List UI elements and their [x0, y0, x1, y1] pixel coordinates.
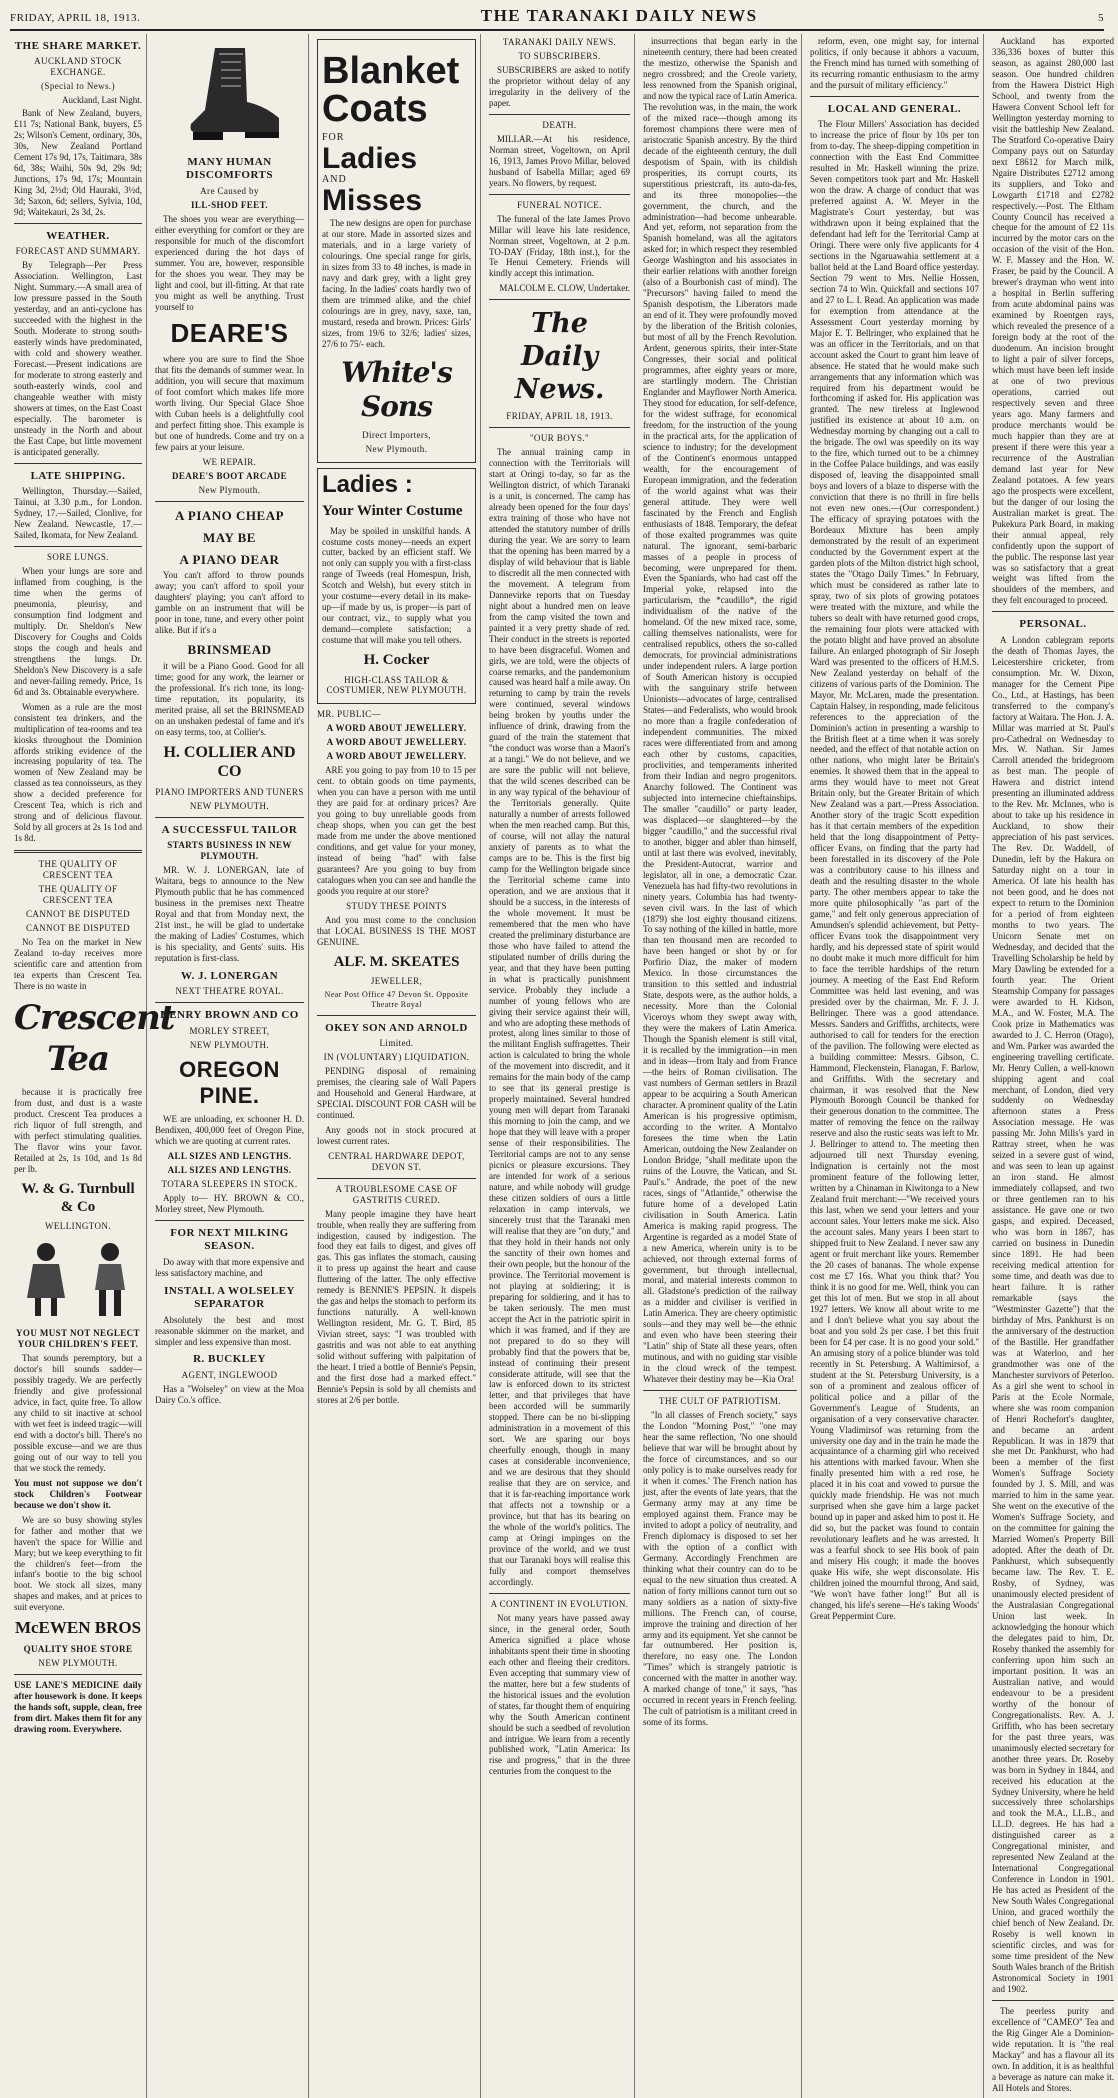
- column-2: [151, 34, 309, 2098]
- stock-exchange-subheading: AUCKLAND STOCK EXCHANGE.: [34, 56, 122, 78]
- deares-name: DEARE'S: [170, 318, 289, 349]
- column-5: [639, 34, 802, 2098]
- buckley-note: Has a "Wolseley" on view at the Moa Dairy Co.'s office.: [155, 1383, 304, 1405]
- lonergan-name: W. J. LONERGAN: [180, 969, 279, 982]
- oregon-pine-heading: OREGON PINE.: [179, 1056, 280, 1109]
- gastritis-text: Many people imagine they have heart trouble, when really they are suffering from indigestion, caused by indigestion. The food they eat fails to digest, and gives off gas. This gas inflates the stomach, causing it to press up against the heart and cause fluttering of the latter. The only effective remedy is BENNIE'S PEPSIN. It dispels the gas and helps the stomach to perform its functions naturally. A well-known Wellington resident, Mr. G. T. Bird, 85 Vivian street, says: "I was troubled with gastritis and was not able to eat anything solid without suffering with palpitation of the heart. I tried a bottle of Bennie's Pepsin, and the first dose had a marked effect." Bennie's Pepsin is sold by all chemists and stores at 2/6 per bottle.: [317, 1208, 476, 1406]
- local-general-text: The Flour Millers' Association has decided to increase the price of flour by 10s per ton from to-day. The sheep-dipping competition in connection with the East End Committee resulted in Mr. Haskell winning the prize. Seven competitors took part and Mr. Haskell won the draw. A charge of conduct that was preferred against A. W. Meyer in the Magistrate's Court yesterday, but was withdrawn upon it being explained that the defendant had left for the Territorial Camp at Oringi. There were only five applicants for 4 sections in the Ngaruawahia settlement at a ballot held at the Land Board office yesterday. Section 79 went to Mrs. Nellie Hossen, section 74 to Win. Quickfall and sections 107 and 27 to L. I. Read. An application was made for exemption from attendance at the Assessment Court yesterday morning by Major E. T. Bellringer, who explained that he was an officer in the Territorials, and on that account asked the Court to grant him leave of absence. He stated that he would make such arrangements that any information which was required from his department would be forthcoming if asked for. His application was granted. The new tireless at Inglewood justified its existence at about 10 a.m. on Wednesday morning by changing out a call to the brigade. The owl was speedily on its way to the fire, which turned out to be a chimney in the Coffee Palace buildings, and was easily disposed of, leaving the disappointed small boys and lovers of a blaze to disperse with the conviction that there is no thrill in fire bells not even new ones.—(Our correspondent.) The efficacy of spraying potatoes with the Bordeaux Mixture has been amply demonstrated by the result of an experiment conducted by the Government expert at the garden plots of the Milton district high school, states the "Otago Daily Times." In February, which must be considered as rather late to spray, two of six plots of growing potatoes were treated with the mixture, and while the tubers so dealt with have returned good crops, the remaining four plots were attacked with the potato blight and have proved an absolute failure. An enlarged photograph of Sir Joseph Ward was presented to the officers of H.M.S. New Zealand yesterday on behalf of the citizens of various parts of the Dominion. The Mayor, Mr. McLaren, made the presentation. Captain Halsey, in responding, made felicitous references to the appreciation of the Dominion's action in presenting a warship to the British fleet at a time when it was sorely needed, and the effect of that notable action on other nations, who might later be Britain's enemies. It showed them that in the appeal to arms they would have to meet not Great Britain only, but the Greater Britain of which New Zealand was a part.—Press Association. Another story of the tragic Scott expedition has it that certain members of the expedition held that the long disappointment of Petty-officer Evans, on finding that the party had been forestalled in its discovery of the Pole was a contributory cause to his illness and death and the resulting disaster to the whole party. The other members appear to take the more quite philosophically "as part of the game," and felt only generous appreciation of Amundsen's splendid achievement, but Petty-officer Evans took the disappointment very hardly, and his depressed state of spirit would no doubt make it much more difficult for him to face the terrible hardships of the return journey. A meeting of the East End Reform Committee was held last evening, and was presided over by the chairman, Mr. F. J. J. Bellringer. There was a good attendance. Messrs. Sanders and Griffiths, architects, were authorised to call for tenders for the erection of the pavilion. The following were elected as a building committee: Messrs. Gibson, C. Hammond, Fleckenstein, Flanagan, F. Barlow, and Griffiths. With the secretary and chairman, it was resolved that the New Plymouth Borough Council be thanked for their generous donation to the committee. The matter of removing the fence on the railway reserve and also the rustic seats was left to Mr. J. Bellringer to attend to. The meeting then adjourned till next Thursday evening. Indignation is certainly not the most prominent feature of the following letter, written by a Chinaman in Kiwitonga to a New Zealand fruit merchant:—"We received yours this last, when we send your letters and your account sales. Your letters make me sick. Also the account sales. Many years I been start to shipped fruit to New Zealand. I never saw any agent or fruit merchant like yours. Remember the 20 cases of bananas. The whole expense cost me £7 16s. What you think that? You think it is no good for me. Well, think you can get this lot of men. But we stop in all about 1927 letters. We know all about write to me and I don't believe what you say about the boat and you sold 2s per case. I bet this fruit been for £4 per case. It is no good your sold." An amusing story of a police blunder was told recently in St. Petersburg. A Waltimirsof, a student at the St. Petersburg University, is a son of a prominent and zealous officer of political police and a pillar of the Government's League of Students, an organisation of a very conservative character. Young Vladimirsof was returning from the university one day and in the train he made the acquaintance of a charming girl who received his attentions with marked favour. When she finally presented him with a red rose, he placed it in his coat and vowed to pursue the quickly made friendship. He was not much surprised when she gave him a large packet bound up in paper and asked him to post it. He did so, but the packet was found to contain revolutionary leaflets and he was arrested. It was a fearful shock to see His book of pain and misery His cough; it made the hooves quake His wife, she wept disconsolate. His children joined the mournful throng, And said, "We won't have father long!" But all is changed, his life's serene—He's taking Woods' Great Peppermint Cure.: [810, 119, 979, 1621]
- subscribers-subheading: TO SUBSCRIBERS.: [518, 50, 601, 61]
- winter-costume-text: May be spoiled in unskilful hands. A costume costs money—needs an expert cutter, backed by an efficient staff. We not only can supply you with a first-class range of Tweeds (real Homespun, Irish, Scotch and Welsh), but every stitch in your costume—every detail in its make-up—if made by us, is proper—is part of our contract, viz., to supply what you demand—complete satisfaction; a costume that will make you tell others.: [322, 525, 471, 646]
- mcewen-subtitle: QUALITY SHOE STORE: [23, 1644, 133, 1655]
- column-4: [485, 34, 635, 2098]
- blanket-coats-ad: [317, 39, 476, 463]
- shipping-text: Wellington, Thursday.—Sailed, Tainui, at 3.30 p.m., for London. Sydney, 17.—Sailed, Clonlive, for New Zealand. Newcastle, 17.—Sailed, Ikomata, for New Zealand.: [14, 486, 142, 541]
- turnbull-name: W. & G. Turnbull & Co: [21, 1180, 135, 1215]
- death-heading: DEATH.: [542, 119, 577, 130]
- collier-location: NEW PLYMOUTH.: [189, 800, 270, 811]
- funeral-signature: MALCOLM E. CLOW, Undertaker.: [499, 283, 630, 294]
- market-text: Bank of New Zealand, buyers, £11 7s; National Bank, buyers, £5 2s; Wilson's Cement, ordinary, 30s, 30s, New Zealand Portland Cement 17s 9d, 17s, Taitimara, 38s 6d, 38s; Waihi, 50s 9d, 29s 9d; Junctions, 17s 9d, 17s; Mountain King 3d, 2½d; Old Hauraki, 3½d, 3d; Saxon, 6d; sellers, Sylvia, 10d, 9d; Waitekauri, 2s 3d, 2s.: [14, 108, 142, 217]
- we-repair: WE REPAIR.: [202, 456, 257, 467]
- personal-heading: PERSONAL.: [1019, 618, 1087, 631]
- tea-text: Women as a rule are the most consistent tea drinkers, and the multiplication of tea-rooms and tea kiosks throughout the Dominion affords striking evidence of the increasing popularity of tea. The women of New Zealand may be classed as tea connoisseurs, as they show a decided preference for Crescent Tea, which is rich and strong and of delicious flavour. Sold by all grocers at 2s 1s 1od and 1s 8d.: [14, 701, 142, 844]
- ill-shod-feet: ILL-SHOD FEET.: [191, 199, 268, 210]
- neglect-text: That sounds peremptory, but a doctor's bill sounds sadder—possibly tragedy. We are perfectly friendly and give professional advice, in fact, quite free. To allow any child to sit inactive at school with wet feet is indeed tragic—will end with a doctor's bill. There's no possible excuse—and we are thus going out of our way to tell you that we stock the remedy.: [14, 1353, 142, 1473]
- disputed-line-2: CANNOT BE DISPUTED: [25, 923, 131, 934]
- personal-text: A London cablegram reports the death of Thomas Jayes, the Leicestershire cricketer, from consumption. Mr. W. Dixon, manager for the Cement Pipe Co., Ltd., at Hastings, has been transferred to the company's factory at Waitara. The Hon. J. A. Millar was married at St. Paul's pro-Cathedral on Wednesday to Mrs. W. Nathan. Sir James Carroll attended the bridegroom as best man. The people of Hawera and district intend presenting an illuminated address to the Rev. Mr. McInnes, who is about to take up his residence in Auckland, to show their appreciation of his past services. The Rev. Dr. Waddell, of Dunedin, left by the Hakura on Saturday night on a tour in America. Of late his health has not been good, and he does not expect to return to the Dominion for a period of from eighteen months to two years. The Unicorn Senate met on Wednesday, and decided that the Travelling Scholarship be held by Mary Dawling be extended for a fourth year. The Orient Steamship Company for passages were awarded to H. Kidson, M.A., and W. Foster, M.A. The Cook prize in Mathematics was awarded to J. C. Herron (Otago), and Wm. Parker was awarded the engineering travelling certificate. Mr. Henry Cullen, a well-known shipping agent and coal merchant, of London, died very suddenly on Wednesday afternoon states a Press Association message. He was passing Mr. John Mills's yard in Rattray street, when he was seized in a severe gust of wind, and was seen to lean up against an iron stand. He almost immediately collapsed, and two or three gentlemen ran to his assistance. He gave one or two gasps, and expired. Deceased, who was born in 1867, has carried on business in Dunedin since 1891. He had been receiving medical attention for some time, and death was due to heart failure. It is rather remarkable (says the "Westminster Gazette") that the birthday of Mrs. Pankhurst is on the anniversary of the destruction of the Bastille. Her grandfather was at Waterloo, and her grandmother was one of the Manchester survivors of Peterloo. As a girl she went to school in Paris at the Ecole Normale, where she was room companion of Henri Rochefort's daughter, and became an ardent Republican. It was in 1879 that she met Dr. Pankhurst, who had been a member of the first Women's Suffrage Society founded by J. S. Mill, and was married to him in the same year. She went on the executive of the Women's Suffrage Society, and on the committee for gaining the Married Women's Property Bill adopted. After the death of Dr. Pankhurst, which subsequently became law. The Rev. T. E. Rosby, of Sydney, was unanimously elected president of the Australasian Congregational Union last week. In acknowledging the honour which the delegates paid to him, Dr. Roseby thanked the assembly for conferring upon him such an important position. It was an Australian native, and would endeavour to be a president worthy of the honour of Congregationalists. Rev. A. J. Griffith, who has been secretary for the past three years, was unanimously elected secretary for another three years. Dr. Roseby was born in Sydney in 1844, and received his education at the Sydney University, where he held successively three scholarships and took the M.A., LL.B., and LL.D. degrees. He has had a distinguished career as a Congregational minister, and represented New Zealand at the International Congregational Conference in London in 1901. He has acted as President of the New South Wales Congregational Union, and graced worthily the chief bench of New Zealand. Dr. Roseby is well known in scientific circles, and was for some time president of the New South Wales branch of the British Astronomical Society in 1901 and 1902.: [992, 634, 1114, 1994]
- lungs-heading: SORE LUNGS.: [47, 552, 109, 563]
- weather-subheading: FORECAST AND SUMMARY.: [15, 246, 141, 257]
- collier-subtitle: PIANO IMPORTERS AND TUNERS: [155, 786, 304, 797]
- boot-icon: [175, 40, 285, 150]
- quality-line-1: THE QUALITY OF CRESCENT TEA: [38, 859, 118, 881]
- continent-heading: A CONTINENT IN EVOLUTION.: [490, 1598, 629, 1609]
- apply-text: Apply to— HY. BROWN & CO., Morley street, New Plymouth.: [155, 1193, 304, 1215]
- piano-text: You can't afford to throw pounds away; you can't afford to spoil your daughters' playing; you can't afford to gamble on an instrument that will be poor in tone, tune, and every other point alike. But if it's a: [155, 570, 304, 636]
- direct-importers-location: New Plymouth.: [365, 444, 428, 455]
- ladies-label: Ladies: [322, 142, 418, 176]
- hardware-depot: CENTRAL HARDWARE DEPOT, DEVON ST.: [328, 1150, 465, 1172]
- jewellery-line-1: A WORD ABOUT JEWELLERY.: [326, 723, 467, 734]
- buckley-name: R. BUCKLEY: [193, 1353, 266, 1366]
- misses-label: Misses: [322, 184, 423, 218]
- gastritis-heading: A TROUBLESOME CASE OF GASTRITIS CURED.: [335, 1183, 458, 1205]
- column-7: [988, 34, 1118, 2098]
- tailor-text: MR. W. J. LONERGAN, late of Waitara, begs to announce to the New Plymouth public that he has commenced business in the premises next Theatre Royal and that from Monday next, the 21st inst., he will be glad to undertake the making of Ladies' Costumes, which is his speciality, and Gents' suits. His reputation is first-class.: [155, 865, 304, 963]
- wolseley-text: Absolutely the best and most reasonable skimmer on the market, and simpler and less expensive than most.: [155, 1314, 304, 1347]
- funeral-notice: The funeral of the late James Provo Millar will leave his late residence, Norman street, Vogeltown, at 2 p.m. TO-DAY (Friday, 18th inst.), for the Te Henui Cemetery. Friends will kindly accept this intimation.: [489, 213, 630, 279]
- piano-heading-2: MAY BE: [203, 529, 256, 545]
- share-market-heading: THE SHARE MARKET.: [14, 40, 142, 52]
- children-illustration: [14, 1240, 142, 1320]
- dateline: Auckland, Last Night.: [62, 95, 142, 106]
- footwear-heading: You must not suppose we don't stock Children's Footwear because we don't show it.: [14, 1477, 142, 1510]
- mcewen-name: McEWEN BROS: [14, 1618, 142, 1638]
- lonergan-subtitle: NEXT THEATRE ROYAL.: [175, 986, 284, 997]
- subscribers-heading: TARANAKI DAILY NEWS.: [502, 37, 617, 47]
- nz-tea-text: No Tea on the market in New Zealand to-day receives more scientific care and attention from tea experts than Crescent Tea. There is no waste in: [14, 937, 142, 991]
- jewellery-text: ARE you going to pay from 10 to 15 per cent. to obtain goods on time payments, when you can have a person with me until they are paid for at ordinary prices? Are you going to buy unreliable goods from cheap shops, when you can get the best made from me under the above mentioned conditions, and get value for your money, instead of being "had" with false guarantees? Are you going to buy from catalogues when you can see and handle the goods you require at our store?: [317, 765, 476, 896]
- public-salutation: MR. PUBLIC—: [317, 709, 381, 720]
- tailor-subheading: STARTS BUSINESS IN NEW PLYMOUTH.: [167, 840, 292, 862]
- milking-heading: FOR NEXT MILKING SEASON.: [170, 1227, 289, 1253]
- special-note: (Special to News.): [41, 81, 115, 92]
- weather-text: By Telegraph—Per Press Association. Wellington, Last Night. Summary.—A small area of low pressure passed in the South yesterday, and an anti-cyclone has succeeded with the highest in the South. Moderate to strong south-easterly winds have predominated, with cold and showery weather. Forecast.—Present indications are for moderate to strong easterly and south-easterly winds, cool and changeable weather with misty showers at times, on the East Coast especially. The barometer is unsteady in the North and about the East Cape, but little movement is anticipated generally.: [14, 260, 142, 457]
- sizes-line-1: ALL SIZES AND LENGTHS.: [167, 1151, 292, 1162]
- tailor-heading: A SUCCESSFUL TAILOR: [161, 823, 298, 836]
- crescent-tea-logo: Crescent Tea: [14, 997, 175, 1080]
- footwear-text: We are so busy showing styles for father and mother that we haven't the space for Willie and Mary; but we keep everything to fit the children's feet—from the infant's bootie to the big school boot. We stock all sizes, many shapes and makes, and at prices to suit everyone.: [14, 1514, 142, 1613]
- milking-text: Do away with that more expensive and less satisfactory machine, and: [155, 1256, 304, 1278]
- patriotism-continued-text: reform, even, one might say, for internal politics, if only because it abhors a vacuum, the French mind has turned with something of its recurring romantic enthusiasm to the army and the pursuit of military efficiency.": [810, 36, 979, 90]
- funeral-heading: FUNERAL NOTICE.: [517, 199, 602, 210]
- ladies-heading: Ladies :: [322, 471, 413, 499]
- daily-news-flag: The Daily News.: [514, 308, 605, 406]
- piano-heading-1: A PIANO CHEAP: [174, 507, 285, 523]
- brown-name: HENRY BROWN AND CO: [160, 1009, 299, 1022]
- cocker-name: H. Cocker: [363, 652, 430, 669]
- study-points: STUDY THESE POINTS: [346, 900, 447, 911]
- masthead: [10, 6, 1104, 31]
- discomforts-heading: MANY HUMAN DISCOMFORTS: [185, 156, 273, 182]
- death-notice: MILLAR.—At his residence, Norman street, Vogeltown, on April 16, 1913, James Provo Millar, beloved husband of Isabella Millar; aged 69 years. No flowers, by request.: [489, 133, 630, 188]
- subscribers-text: SUBSCRIBERS are asked to notify the proprietor without delay of any irregularity in the delivery of the paper.: [489, 64, 630, 108]
- brown-street: MORLEY STREET,: [189, 1025, 270, 1036]
- cocker-ad: [317, 468, 476, 704]
- daily-news-date: FRIDAY, APRIL 18, 1913.: [506, 411, 613, 422]
- and-label: AND: [322, 174, 347, 186]
- piano-heading-3: A PIANO DEAR: [179, 551, 280, 567]
- quality-line-2: THE QUALITY OF CRESCENT TEA: [38, 884, 118, 906]
- skeates-subtitle: JEWELLER,: [370, 976, 423, 987]
- okey-name: OKEY SON AND ARNOLD: [325, 1021, 468, 1034]
- study-text: And you must come to the conclusion that LOCAL BUSINESS IS THE MOST GENUINE.: [317, 914, 476, 947]
- child-figure-icon: [85, 1240, 135, 1320]
- local-general-heading: LOCAL AND GENERAL.: [827, 102, 962, 115]
- boot-arcade: DEARE'S BOOT ARCADE: [172, 470, 287, 481]
- column-3: [313, 34, 481, 2098]
- okey-limited: Limited.: [379, 1037, 414, 1048]
- patriotism-text: "In all classes of French society," says the London "Morning Post," "one may hear the same reflection, 'No one should believe that war will be brought about by the force of circumstances, and so our only policy is to make ourselves ready for it when it comes.' The French nation has just, after the events of late years, that the Germany army may at any time be employed against them. France may be invited to adopt a policy of neutrality, and French diplomacy is disposed to set her with the option of a conflict with Germany. Accordingly Frenchmen are thinking what their country can do to be equal to the new situation thus created. A nation of forty millions cannot turn out so many soldiers as a nation of sixty-five millions. The French can, of course, improve the training and direction of her army and its equipment. Yet she cannot be far outnumbered. Her position is, therefore, no easy one. The London "Times" which is strangely patriotic is concerned with the matter in another way. A marked change of tone," it says, "has occurred in recent years in French feeling. The cult of patriotism is a militant creed in some of its forms.: [643, 1410, 797, 1728]
- skeates-name: ALF. M. SKEATES: [333, 953, 460, 970]
- patriotism-heading: THE CULT OF PATRIOTISM.: [659, 1396, 781, 1407]
- blanket-coats-text: The new designs are open for purchase at our store. Made in assorted sizes and materials, and in a large variety of colourings. One special range for girls, in sizes from 33 to 48 inches, is made in navy and dark grey, with a light grey facing. In the ladies' coats hardly two of them are trimmed alike, and the chief colourings are in grey, navy, saxe, tan, mustard, reseda and brown. Prices: Girls' sizes, from 19/6 to 32/6; ladies' sizes, 27/6 to 75/- each.: [322, 218, 471, 350]
- oregon-pine-text: WE are unloading, ex schooner H. D. Bendixen, 400,000 feet of Oregon Pine, which we are quoting at current rates.: [155, 1114, 304, 1147]
- cameo-tea-text: The peerless purity and excellence of "CAMEO" Tea and the Rig Ginger Ale a Dominion-wide reputation. It is "the real Mackay" and has a flavour all its own. In addition, it is as healthful a beverage as nature can make it. All Hotels and Stores.: [992, 2005, 1114, 2093]
- boot-illustration: [155, 40, 304, 150]
- okey-text: PENDING disposal of remaining premises, the clearing sale of Wall Papers and Household and General Hardware, at SPECIAL DISCOUNT FOR CASH will be continued.: [317, 1065, 476, 1120]
- blanket-coats-heading: Blanket Coats: [322, 50, 460, 130]
- lungs-text: When your lungs are sore and inflamed from coughing, is the time when the germs of pneumonia, pleurisy, and consumption find lodgment and multiply. Dr. Sheldon's New Discovery for Coughs and Colds stops the cough and heals and strengthens the lungs. Dr. Sheldon's New Discovery is a safe and never-failing remedy. Price, 1s 6d and 3s. Obtainable everywhere.: [14, 566, 142, 697]
- brinsmead-name: BRINSMEAD: [187, 642, 272, 658]
- sizes-line-2: ALL SIZES AND LENGTHS.: [167, 1165, 292, 1176]
- whites-sons-logo: White's Sons: [341, 356, 452, 424]
- wolseley-heading: INSTALL A WOLSELEY SEPARATOR: [164, 1284, 295, 1311]
- discomforts-text: The shoes you wear are everything—either everything for comfort or they are responsible for much of the discomfort experienced during the hot days of summer. You are, however, responsible for the shoes you wear. They may be light and cool, but ill-fitting. At that rate you might as well be anything. Trust yourself to: [155, 213, 304, 312]
- child-figure-icon: [21, 1240, 71, 1320]
- column-1: [10, 34, 175, 2098]
- column-6: [806, 34, 984, 2098]
- totara-line: TOTARA SLEEPERS IN STOCK.: [161, 1179, 298, 1190]
- collier-name: H. COLLIER AND CO: [163, 743, 296, 781]
- our-boys-heading: "OUR BOYS.": [529, 433, 590, 444]
- continent-continued-text: insurrections that began early in the nineteenth century, there had been created the mestizo, otherwise the Spanish and negro crossbred; and the Creole variety, less renowned from the Spanish original, and now the typical race of Latin America. The revolution was, in the main, the work of the mixed race—though among its foremost champions there were men of aristocratic Spanish ancestry. By the third decade of the eighteenth century, the dull despotism of Spain, with its childish prosperities, its corrupt courts, its superstitious priestcraft, its auto-da-fes, and its three monopolies—the government, the church, and the administration—had become unbearable. And yet, reform, not separation from the Spanish homeland, was all the agitators asked for; in which respect they resembled George Washington and his associates in their earlier relations with another foreign (also of a Bourbonish cast of mind). The "Precursors" having failed to mend the Spanish despotism, the Liberators made an end of it. They were profoundly moved by the liberation of the British colonies, but most of all by the French Revolution. Ardent, generous spirits, their inter-State Congresses, their social and political programmes, after eighty years or more, are startlingly modern. The Christian Englander and Mayflower North America. They stood for education, for self-defence, for the widest suffrage, for economical freedom, for the instruction of the young in the practical arts, for the application of science to industry; for the development of the Continent's enormous untapped wealth, for the encouragement of European immigration, and the federation of the world against what was their general attitude. They were well fascinated by the French and English enthusiasts of 1848. Temporary, the defeat of those exalted programmes was quite natural. The ignorant, semi-barbaric masses of a people in process of becoming, were unprepared for them. Even the Spaniards, who had cast off the Imperial yoke, relapsed into the particularism, the *caudillo*, the rigid individualism of the native of the homeland. Of the new mixed race, some, calling themselves nationalists, were for centralised republics, others the so-called democrats, for provincial administrations under independent rulers. A large portion of South American history is occupied with the sanguinary strife between Unionists—advocates of large, centralised States—and Federalists, who would brook no more than a fragile confederation of independent communities. The mixed races were differentiated from and among each other by customs, capacities, proclivities, and temperaments inherited from their Indian and negro progenitors. Anarchy followed. The Continent was subjected into internecine chieftainships. The smaller "caudillo" or party leader, was displaced—or slaughtered—by the bigger "caudillo," and the successful rival to another, bigger and abler than himself, until at last there was evolved, inevitably, the President-Autocrat, warrior and legislator, all in one, a democratic Czar. Venezuela has had fifty-two revolutions in ninety years. Columbia has had twenty-seven civil wars. In the last of which (1879) she lost eighty thousand citizens. To say nothing of the killed in battle, more than ten thousand men are recorded to have been hanged or shot by or for Porfirio Diaz, the maker of modern Mexico. In those circumstances the transition to this settled and industrial State, despots were, as the author holds, a necessity. More than the Colonial Viceroys whom they swept away with, they were the makers of Latin America. Though the Spanish element is still vital, it is recalled by the immigration—in men and in ideas—from Italy and from France—the heirs of Roman civilisation. The vast numbers of German settlers in Brazil appear to be acquiring a South American character. A prominent quality of the Latin American is his progressive optimism, according to the writer. A Montalvo foresees the time when the Latin American, outdoing the New Zealander on London Bridge, "shall meditate upon the ruins of the Louvre, the Vatican, and St. Paul's." Andrade, the poet of the new races, sings of "Atlantide," otherwise the future home of a developed Latin civilisation in South America. Latin America is making rapid progress. The Argentine is regarded as a model State of a new America, wherein unity is to be achieved, not through external forms of government, but through intellectual, moral, and material interests common to all. Gladstone's prediction of the railway as a midder and civiliser is verified in Latin America. They are cheery optimistic souls—and they may well be—the ethnic and even who have been steering their "Latin" ship of State all these years, often mutinous, and with no guiding star visible in the cloud wreck of the tempest. Whatever their destiny may be—Kia Ora!: [643, 36, 797, 1385]
- lane-ad: USE LANE'S MEDICINE daily after housework is done. It keeps the hands soft, supple, clean, free from dirt. Makes them fit for any drawing room. Everywhere.: [14, 1680, 142, 1734]
- news-items-text: Auckland has exported 336,336 boxes of butter this season, as against 280,000 last season. One hundred children from the Hawera District High School, and twenty from the Hawera Convent School left for Wellington yesterday morning to visit the battleship New Zealand. The Stratford Co-operative Dairy Company pays out on Saturday next £8612 for March milk, Ngaire Distributes £2712 among its suppliers, and Toko and Lowgarth £1718 and £2782 respectively.—Post. The Eltham County Council has received a cheque for the amount of £2 11s incurred by the motor cars on the occasion of the visit of the Hon. W. F. Massey and the Hon. W. Fraser, be paid by the Council. A brewer's drayman who went into a hospital in Berlin suffering from acute abdominal pains was examined by Roentgen rays, which revealed the presence of a foreign body at the root of the duodenum. An incision brought to light a pair of silver forceps, which must have been left inside at one of two previous operations, carried out respectively seven and three years ago. Many farmers and produce merchants would be much happier than they are at present if there were this year a recurrence of the Australian demand last year for New Zealand potatoes. A few years ago the prospects were excellent, but the danger of our losing the Australian market is great. The Pukekura Park Board, in making their annual appeal, rely confidently upon the support of the public. The response last year was so satisfactory that a great weight was lifted from the shoulders of the members, and they felt encouraged to proceed.: [992, 36, 1114, 606]
- disputed-line-1: CANNOT BE DISPUTED: [25, 909, 131, 920]
- turnbull-location: WELLINGTON.: [45, 1221, 111, 1232]
- our-boys-text: The annual training camp in connection with the Territorials will start at Oringi to-day, so far as the Wellington district, of which Taranaki is a unit, is concerned. The camp has already been opened for the four days' extra training of those who have not attended the statutory number of drills during the year. We are sorry to learn that the opening has been marred by a display of wild behaviour that is liable to discredit all the men connected with the movement. A telegram from Dannevirke reports that on Tuesday night about a hundred men on leave from the camp visited the town and painted it a very pretty shade of red. Their conduct in the streets is reported to have been disgraceful. Women and girls, we are told, were the objects of coarse remarks, and the pandemonium caused was heard half a mile away. On returning to camp by train the revels were continued, several windows being broken by youths under the influence of drink, drawing from the guard of the train the statement that "the conduct was worse than a Maori's at a tangi." We do not believe, and we are sure the public will not believe, that the wild scenes described can be in any way typical of the behaviour of the Territorials generally. Quite naturally a number of arrests followed when the men reached camp. But this, of course, will not allay the natural anxiety of parents as to what the camps are to be. This is the first big camp for the Wellington brigade since the Territorial scheme came into operation, and we are anxious that it should be a success, in the interests of the whole movement. It must be remembered that the men who have created the preliminary disturbance are those who have failed to attend the stipulated number of drills during the year, and that they have been putting in what is practically punishment service. Probably they include a number of young fellows who are giving their service against their will, and who are adopting these methods of protest, along lines similar to those of the militant English suffragettes. Their action is calculated to bring the whole of the movement into discredit, and it remains for the main body of the camp to see that its general prestige is properly maintained. Several hundred young men will depart from Taranaki this morning to join the camp, and we hope that they will leave with a proper sense of their responsibilities. The Territorial camps are not to any sense picnics or pleasure excursions. They are intended for work of a serious nature, and while nobody will grudge these citizen soldiers of ours a little relaxation in camp intervals, we sincerely trust that the Taranaki men will realise that they are "on duty," and that they hold in their hands not only the sanctity of their own homes and their own people, but the honour of the province. The Territorial movement is not playing at soldiering; it is preparing for soldiering, and it has to be taken seriously. The men must accept the Act in the patriotic spirit in which it was framed, and if they are not prepared to do so they will probably find that the powers that be, instead of continuing their present considerate attitude, will see that the law is enforced down to its strictest letter, and that privileges that have been accorded will be summarily stopped. There can be no bi-slipping administration in a movement of this sort. We are sparing our boys cheerfully enough, though in many cases at considerable inconvenience, and we are desirous that they should realise that they are on service, and that it is far-reaching importance work that affects not a township or a province, but that has its bearing on the whole of the world's politics. The camp at Oringi impinges on the province of the world, and we trust that our Taranaki boys will realise this fully and comport themselves accordingly.: [489, 447, 630, 1587]
- for-label: FOR: [322, 132, 345, 143]
- mcewen-location: NEW PLYMOUTH.: [38, 1658, 118, 1669]
- skeates-address: Near Post Office 47 Devon St. Opposite Theatre Royal: [324, 990, 469, 1009]
- brinsmead-text: it will be a Piano Good. Good for all time; good for any work, the learner or the professional. It's rich tone, its long-time reputation, its popularity, its merited praise, all set the BRINSMEAD on an unshaken pedestal of fame and it's on easy terms, too, at Collier's.: [155, 661, 304, 737]
- crescent-after-text: because it is practically free from dust, and dust is a waste product. Crescent Tea produces a rich liquor of full strength, and with perfect stimulating qualities. The flavor wins your favor. Retailed at 2s, 1s 10d, and 1s 8d per lb.: [14, 1086, 142, 1174]
- buckley-subtitle: AGENT, INGLEWOOD: [181, 1369, 278, 1380]
- cocker-subtitle: HIGH-CLASS TAILOR & COSTUMIER, NEW PLYMOUTH.: [326, 674, 467, 696]
- discomforts-subheading: Are Caused by: [200, 185, 259, 196]
- continent-text: Not many years have passed away since, in the general order, South America signified a place whose inhabitants spent their time in shooting each other and fleeing their creditors. Even accepting that summary view of the matter, here but a few students of the historical issues and the evolution of states, far thought them of enquiring why the South American continent should be such a seedbed of revolution and intrigue. We learn from a recently published work, "Latin America: Its rise and progress," that in the three centuries from the conquest to the: [489, 1612, 630, 1777]
- neglect-heading: YOU MUST NOT NEGLECT YOUR CHILDREN'S FEET.: [16, 1328, 140, 1350]
- shipping-heading: LATE SHIPPING.: [30, 469, 126, 482]
- boot-arcade-location: New Plymouth.: [198, 484, 261, 495]
- masthead-date: FRIDAY, APRIL 18, 1913.: [10, 12, 141, 24]
- jewellery-line-2: A WORD ABOUT JEWELLERY.: [326, 737, 467, 748]
- jewellery-line-3: A WORD ABOUT JEWELLERY.: [326, 751, 467, 762]
- direct-importers: Direct Importers,: [362, 430, 431, 441]
- brown-location: NEW PLYMOUTH.: [189, 1039, 270, 1050]
- okey-liquidation: IN (VOLUNTARY) LIQUIDATION.: [323, 1051, 470, 1062]
- deares-text: where you are sure to find the Shoe that fits the demands of summer wear. In addition, you will secure that maximum of foot comfort which makes life more worth living. Our Special Glace Shoe with Cuban heels is a delightfully cool and perfect fitting shoe. This example is but one of hundreds. Come and try on a few pairs at your leisure.: [155, 354, 304, 452]
- columns: [10, 34, 1114, 2093]
- masthead-title: THE TARANAKI DAILY NEWS: [480, 6, 758, 25]
- page-number: 5: [1097, 12, 1104, 24]
- weather-heading: WEATHER.: [46, 229, 110, 242]
- winter-costume-heading: Your Winter Costume: [322, 503, 463, 520]
- okey-text-2: Any goods not in stock procured at lowest current rates.: [317, 1124, 476, 1146]
